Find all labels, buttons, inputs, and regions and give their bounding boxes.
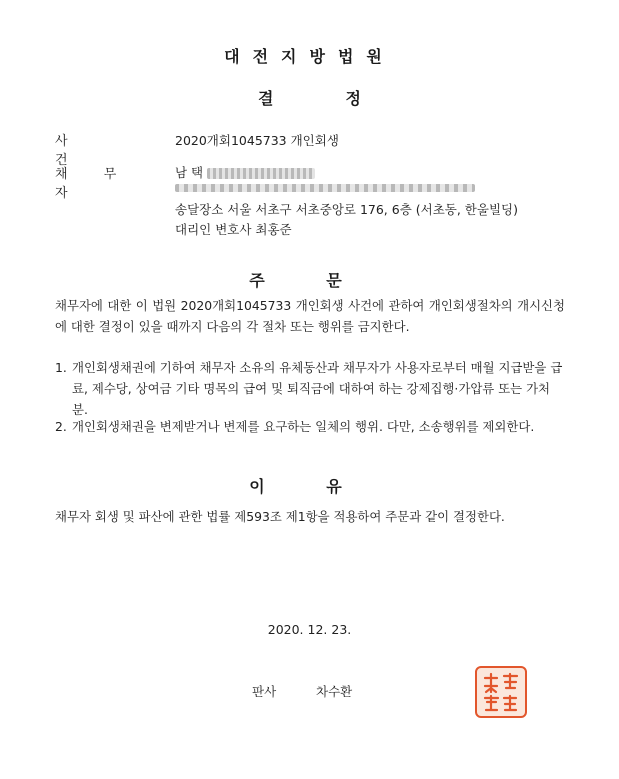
case-number: 2020개회1045733 개인회생 — [175, 133, 339, 148]
order-item-1-num: 1. — [55, 360, 67, 375]
redacted-address-line — [175, 184, 475, 192]
judge-name: 차수환 — [316, 684, 353, 699]
document-title-right: 정 — [345, 89, 361, 108]
court-name: 대전지방법원 — [224, 47, 395, 66]
document-title-left: 결 — [258, 89, 274, 108]
representative: 대리인 변호사 최홍준 — [175, 222, 292, 237]
judge-seal — [475, 666, 527, 718]
document-title — [0, 86, 619, 109]
case-label: 사 건 — [55, 134, 88, 168]
order-item-1-text: 개인회생채권에 기하여 채무자 소유의 유체동산과 채무자가 사용자로부터 매월 지급받을 급료, 제수당, 상여금 기타 명목의 급여 및 퇴직금에 대하여 하는 강제집행·가압류 또는 가처분. — [72, 360, 563, 417]
order-intro: 채무자에 대한 이 법원 2020개회1045733 개인회생 사건에 관하여 개인회생절차의 개시신청에 대한 결정이 있을 때까지 다음의 각 절차 또는 행위를 금지한다. — [55, 298, 565, 334]
order-item-2-num: 2. — [55, 419, 67, 434]
delivery-place: 송달장소 서울 서초구 서초중앙로 176, 6층 (서초동, 한울빌딩) — [175, 202, 518, 217]
order-section-title: 주 문 — [249, 271, 370, 290]
order-item-1 — [55, 357, 565, 420]
redaction-block — [207, 168, 315, 179]
decision-date: 2020. 12. 23. — [267, 622, 352, 637]
judge-title: 판사 — [252, 684, 277, 699]
order-item-2 — [55, 416, 565, 437]
reason-text: 채무자 회생 및 파산에 관한 법률 제593조 제1항을 적용하여 주문과 같이 결정한다. — [55, 509, 505, 524]
debtor-label: 채 무 자 — [55, 167, 133, 201]
debtor-name-line — [175, 163, 315, 181]
order-item-2-text: 개인회생채권을 변제받거나 변제를 요구하는 일체의 행위. 다만, 소송행위를 제외한다. — [72, 419, 535, 434]
seal-icon — [477, 668, 525, 716]
debtor-name: 남 택 — [175, 165, 204, 180]
reason-section-title: 이 유 — [249, 477, 370, 496]
